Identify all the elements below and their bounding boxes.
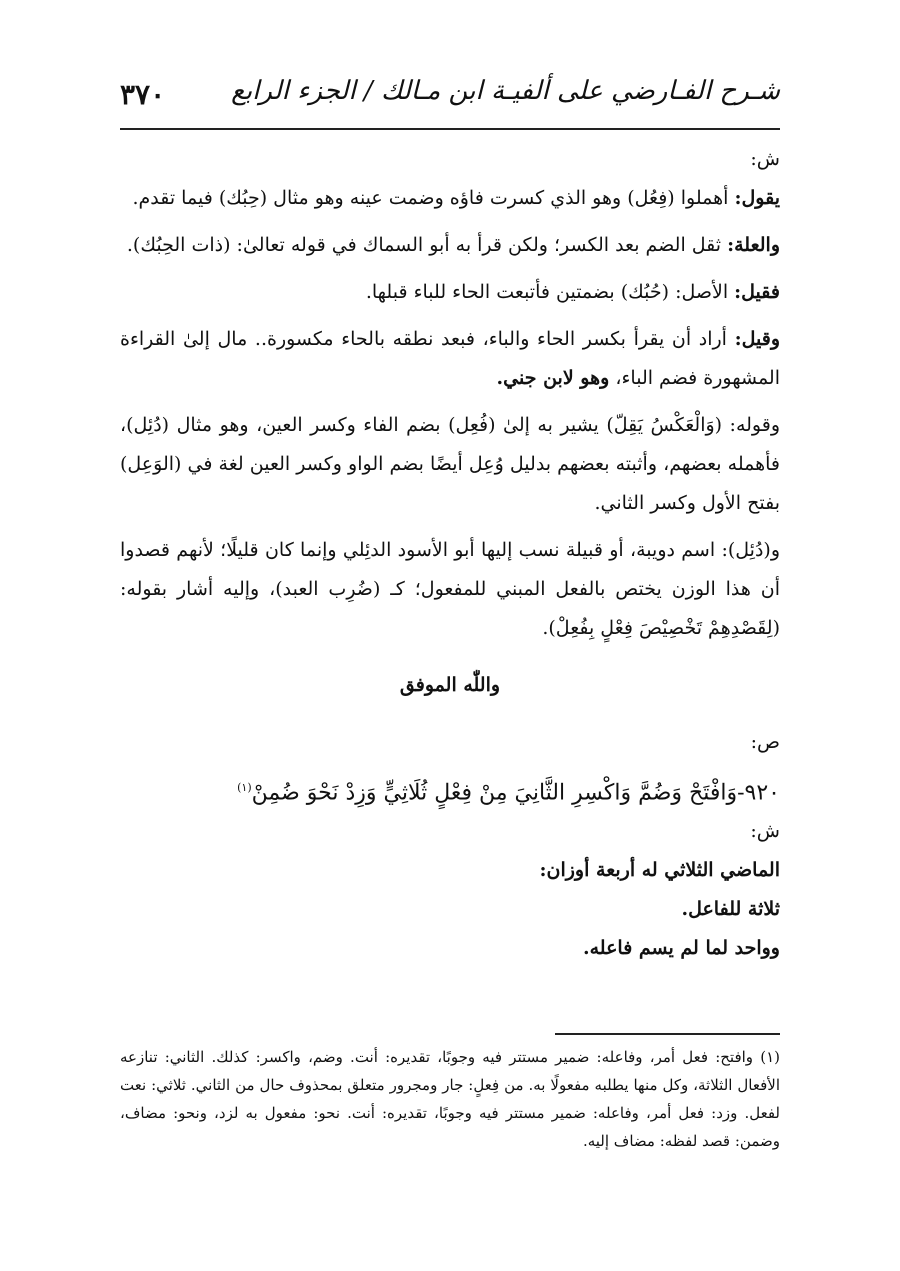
paragraph-7: الماضي الثلاثي له أربعة أوزان: [539,859,780,882]
paragraph-8: ثلاثة للفاعل. [681,898,780,921]
page-number: ٣٧٠ [120,78,166,111]
paragraph-5: وقوله: (وَالْعَكْسُ يَقِلّ) يشير به إلىٰ (فُعِل) بضم الفاء وكسر العين، وهو مثال (دُئِل)، فأهمله بعضهم، وأثبته بعضهم بدليل وُعِل أيضًا بضم الواو وكسر العين لغة في (الوَعِل) بفتح الأول وكسر الثاني. [120,414,780,514]
main-text [120,140,780,968]
verse-text: ٩٢٠-وَافْتَحْ وَضُمَّ وَاكْسِرِ الثَّانِيَ مِنْ فِعْلٍ ثُلَاثِيٍّ وَزِدْ نَحْوَ ضُمِنْ [251,780,780,806]
paragraph-9: وواحد لما لم يسم فاعله. [583,937,780,960]
paragraph-2-text: ثقل الضم بعد الكسر؛ ولكن قرأ به أبو السماك في قوله تعالىٰ: (ذات الحِبُك). [126,234,728,256]
paragraph-4 [120,320,780,398]
paragraph-3-lead: فقيل: [734,281,780,303]
footnote-divider [555,1033,780,1035]
header-divider [120,128,780,130]
paragraph-6: و(دُئِل): اسم دويبة، أو قبيلة نسب إليها أبو الأسود الدئِلي وإنما كان قليلًا؛ لأنهم قصدوا أن هذا الوزن يختص بالفعل المبني للمفعول؛ كـ (ضُرِب العبد)، وإليه أشار بقوله: (لِقَصْدِهِمْ تَخْصِيْصَ فِعْلٍ بِفُعِلْ). [120,539,780,639]
paragraph-4-tail: وهو لابن جني. [496,367,610,389]
page-header [120,76,780,116]
paragraph-1 [120,179,780,218]
closing-phrase: واللّٰه الموفق [399,674,501,696]
paragraph-3 [120,273,780,312]
running-title: شـرح الفـارضي على ألفيـة ابن مـالك / الجزء الرابع [231,76,780,106]
verse-line [120,768,780,812]
footnote-1: (١) وافتح: فعل أمر، وفاعله: ضمير مستتر فيه وجوبًا، تقديره: أنت. وضم، واكسر: كذلك. الثاني: تنازعه الأفعال الثلاثة، وكل منها يطلبه مفعولًا به. من فِعلٍ: جار ومجرور متعلق بمحذوف حال من الثاني. ثلاثي: نعت لفعل. وزد: فعل أمر، وفاعله: ضمير مستتر فيه وجوبًا، تقديره: أنت. نحو: مفعول به لزد، ونحو: مضاف، وضمن: قصد لفظه: مضاف إليه. [120,1048,780,1150]
paragraph-2 [120,226,780,265]
footnotes [120,1043,780,1155]
paragraph-1-lead: يقول: [734,187,780,209]
paragraph-1-text: أهملوا (فِعُل) وهو الذي كسرت فاؤه وضمت عينه وهو مثال (حِبُك) فيما تقدم. [132,187,735,209]
paragraph-4-text: أراد أن يقرأ بكسر الحاء والباء، فبعد نطقه بالحاء مكسورة.. مال إلىٰ القراءة المشهورة فضم الباء، [120,328,780,389]
paragraph-3-text: الأصل: (حُبُك) بضمتين فأتبعت الحاء للباء قبلها. [365,281,735,303]
paragraph-4-lead: وقيل: [734,328,780,350]
sharh-label-2: ش: [750,820,780,843]
sharh-label: ش: [750,148,780,170]
matn-label: ص: [750,731,780,753]
footnote-ref[interactable]: (١) [237,781,252,794]
paragraph-2-lead: والعلة: [727,234,780,256]
